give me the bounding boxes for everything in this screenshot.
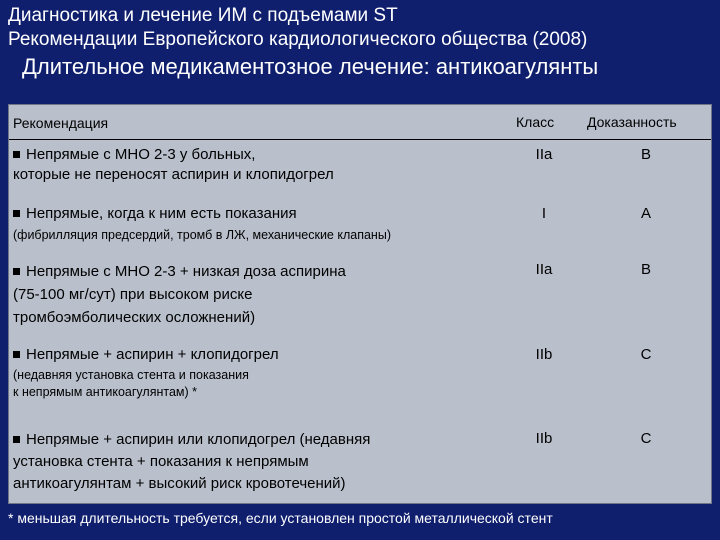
row-text [13, 260, 508, 329]
row-subline: (фибрилляция предсердий, тромб в ЛЖ, механические клапаны) [13, 228, 391, 242]
row-evidence: A [640, 205, 651, 222]
row-subline: (недавняя установка стента и показания [13, 368, 249, 382]
header-recommendation: Рекомендация [13, 115, 109, 131]
recommendations-table [8, 104, 712, 504]
bullet-icon [13, 268, 20, 275]
title-block [8, 4, 713, 81]
row-line: Непрямые + аспирин или клопидогрел (недавняя [26, 431, 371, 448]
row-class: IIb [535, 430, 553, 447]
row-class: I [541, 205, 547, 222]
row-line: которые не переносят аспирин и клопидогрел [13, 166, 334, 183]
row-line: тромбоэмболических осложнений) [13, 309, 256, 326]
row-evidence: B [640, 261, 651, 278]
row-class: IIa [535, 261, 553, 278]
row-line: (75-100 мг/сут) при высоком риске [13, 286, 253, 303]
row-text [13, 145, 508, 185]
header-evidence: Доказанность [587, 114, 677, 130]
row-evidence: C [640, 430, 652, 447]
bullet-icon [13, 436, 20, 443]
row-line: антикоагулянтам + высокий риск кровотечений) [13, 475, 346, 492]
row-line: Непрямые, когда к ним есть показания [26, 205, 297, 222]
bullet-icon [13, 210, 20, 217]
table-header [9, 105, 711, 140]
header-class: Класс [516, 114, 555, 130]
row-text [13, 204, 508, 244]
row-evidence: B [640, 146, 651, 163]
title-line-3: Длительное медикаментозное лечение: антикоагулянты [22, 54, 599, 79]
row-class: IIb [535, 346, 553, 363]
row-evidence: C [640, 346, 652, 363]
row-line: Непрямые с МНО 2-3 у больных, [26, 146, 256, 163]
row-text [13, 345, 508, 401]
row-line: Непрямые с МНО 2-3 + низкая доза аспирина [26, 263, 346, 280]
bullet-icon [13, 151, 20, 158]
title-line-2: Рекомендации Европейского кардиологического общества (2008) [8, 29, 588, 50]
title-line-1: Диагностика и лечение ИМ с подъемами ST [8, 5, 398, 26]
row-text [13, 429, 508, 495]
row-line: установка стента + показания к непрямым [13, 453, 309, 470]
bullet-icon [13, 351, 20, 358]
row-subline: к непрямым антикоагулянтам) * [13, 385, 197, 399]
row-line: Непрямые + аспирин + клопидогрел [26, 346, 279, 363]
row-class: IIa [535, 146, 553, 163]
footnote: * меньшая длительность требуется, если установлен простой металлической стент [8, 510, 553, 526]
